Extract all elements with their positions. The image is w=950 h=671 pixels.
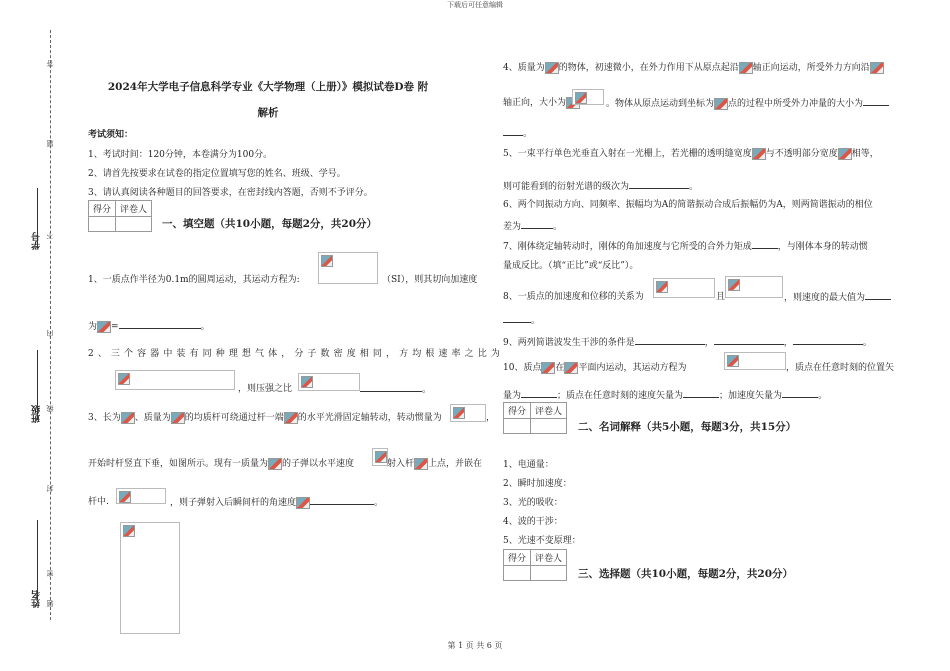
equation-image: [298, 373, 360, 391]
question-3-line3: 杆中.: [88, 497, 109, 507]
image-icon: [284, 412, 298, 424]
answer-blank[interactable]: [863, 95, 889, 106]
question-9: 9、两列简谐波发生干涉的条件是 ， ， 。: [503, 334, 872, 348]
question-8-text2: ，则速度的最大值为: [784, 289, 891, 303]
image-icon: [541, 362, 555, 374]
class-field[interactable]: [37, 350, 38, 420]
image-icon: [118, 373, 130, 385]
name-label: 姓名: [32, 590, 42, 608]
page-number: 第 1 页 共 6 页: [447, 641, 503, 650]
score-cell[interactable]: [504, 419, 531, 434]
image-icon: [728, 279, 740, 291]
score-table: 得分 评卷人: [503, 402, 567, 434]
question-3: 3、长为 、质量为 的均质杆可绕通过杆一端 的水平光滑固定轴转动，转动惯量为: [88, 413, 442, 423]
image-icon: [97, 321, 111, 333]
equation-image: [572, 89, 604, 105]
question-3-line2: 开始时杆竖直下垂，如图所示。现有一质量为 的子弹以水平速度: [88, 459, 355, 469]
answer-blank[interactable]: [310, 494, 374, 505]
question-2-answer: 。: [360, 381, 431, 395]
notice-item: 1、考试时间：120分钟，本卷满分为100分。: [88, 150, 273, 160]
equation-image: [450, 404, 486, 422]
notice-item: 3、请认真阅读各种题目的回答要求，在密封线内答题，否则不予评分。: [88, 188, 373, 198]
image-icon: [564, 362, 578, 374]
equation-image: [725, 276, 783, 298]
image-icon: [727, 355, 739, 367]
seal-char: 封: [46, 485, 54, 492]
equation-image: [318, 252, 378, 284]
seal-char: 密: [46, 570, 54, 577]
question-4-line2b: 。物体从原点运动到坐标为 点的过程中所受外力冲量的大小为: [606, 95, 889, 110]
section3-heading: 三、选择题（共10小题，每题2分，共20分）: [578, 568, 794, 580]
grader-cell[interactable]: [531, 566, 567, 581]
image-icon: [301, 376, 313, 388]
question-4: 4、质量为 的物体，初速微小，在外力作用下从原点起沿 轴正向运动，所受外力方向沿: [503, 60, 884, 74]
term-item: 3、光的吸收：: [503, 498, 563, 508]
image-icon: [575, 92, 587, 104]
question-2-text: ，则压强之比: [238, 384, 293, 394]
question-7-line2: 量成反比。（填“正比”或“反比”）。: [503, 261, 639, 271]
question-2: 2、三个容器中装有同种理想气体，分子数密度相同，方均根速率之比为: [88, 349, 504, 359]
image-icon: [656, 281, 668, 293]
image-icon: [375, 451, 387, 463]
question-6: 6、两个同振动方向、同频率、振幅均为A的简谐振动合成后振幅仍为A，则两简谐振动的相位: [503, 200, 873, 210]
seal-char: 答: [46, 60, 54, 67]
image-icon: [414, 458, 428, 470]
answer-blank[interactable]: [360, 381, 422, 392]
term-item: 2、瞬时加速度：: [503, 479, 572, 489]
answer-blank[interactable]: [714, 334, 784, 345]
question-3-line3b: ，则子弹射入后瞬间杆的角速度 。: [170, 494, 383, 509]
student-id-field[interactable]: [37, 188, 38, 248]
image-icon: [119, 491, 131, 503]
name-field[interactable]: [37, 520, 38, 600]
question-6-line2: 差为 。: [503, 218, 562, 232]
question-10-text: ，质点在任意时刻的位置矢: [786, 363, 895, 373]
student-id-label: 学号: [32, 232, 42, 250]
question-10: 10、质点 在 平面内运动，其运动方程为: [503, 363, 687, 373]
answer-blank[interactable]: [793, 334, 863, 345]
answer-blank[interactable]: [521, 218, 553, 229]
question-8-line2: 。: [503, 312, 540, 326]
image-icon: [739, 62, 753, 74]
image-icon: [123, 525, 135, 537]
seal-char: 不: [46, 232, 54, 239]
term-item: 4、波的干涉：: [503, 517, 563, 527]
question-1-answer: 为 = 。: [88, 318, 210, 333]
question-4-line2: 轴正向，大小为: [503, 95, 580, 109]
answer-blank[interactable]: [683, 387, 719, 398]
grader-cell[interactable]: [116, 217, 152, 232]
question-1-text: （SI），则其切向加速度: [382, 275, 478, 285]
score-table: 得分 评卷人: [503, 549, 567, 581]
equation-image: [724, 352, 786, 370]
equation-image: [372, 448, 388, 466]
question-5-line2: 则可能看到的衍射光谱的级次为 。: [503, 178, 698, 192]
image-icon: [870, 62, 884, 74]
term-item: 5、光速不变原理：: [503, 536, 581, 546]
answer-blank[interactable]: [752, 238, 778, 249]
question-8: 8、一质点的加速度和位移的关系为: [503, 292, 644, 302]
equation-image: [115, 370, 235, 390]
image-icon: [321, 255, 333, 267]
notice-heading: 考试须知：: [88, 130, 134, 140]
image-icon: [296, 497, 310, 509]
answer-blank[interactable]: [503, 312, 531, 323]
question-3-text: ，: [486, 413, 496, 423]
seal-char: 题: [46, 600, 54, 607]
answer-blank[interactable]: [119, 318, 201, 329]
score-table: 得分 评卷人: [88, 200, 152, 232]
score-cell[interactable]: [89, 217, 116, 232]
section2-heading: 二、名词解释（共5小题，每题3分，共15分）: [578, 421, 797, 433]
seal-char: 内: [46, 330, 54, 337]
question-10-line2: 量为 ；质点在任意时刻的速度矢量为 ；加速度矢量为 。: [503, 387, 827, 401]
image-icon: [171, 412, 185, 424]
notice-item: 2、请首先按要求在试卷的指定位置填写您的姓名、班级、学号。: [88, 169, 346, 179]
seal-char: 题: [46, 140, 54, 147]
question-3-line2b: 射入杆 上点，并嵌在: [387, 459, 483, 469]
class-label: 班级: [32, 405, 42, 423]
question-1: 1、一质点作半径为0.1m的圆周运动，其运动方程为:: [88, 275, 300, 285]
image-icon: [714, 98, 728, 110]
term-item: 1、电通量：: [503, 460, 554, 470]
page-title: 2024年大学电子信息科学专业《大学物理（上册）》模拟试卷D卷 附 解析: [107, 81, 429, 119]
answer-blank[interactable]: [635, 334, 705, 345]
seal-line: [50, 30, 51, 620]
header-note: 下载后可任意编辑: [447, 1, 503, 9]
image-icon: [838, 148, 852, 160]
answer-blank[interactable]: [503, 125, 523, 136]
answer-blank[interactable]: [629, 178, 689, 189]
score-cell[interactable]: [504, 566, 531, 581]
question-8-text: 且: [716, 292, 726, 302]
seal-char: 线: [46, 405, 54, 412]
equation-image: [653, 278, 715, 298]
image-icon: [268, 458, 282, 470]
question-4-line3: 。: [503, 125, 532, 139]
answer-blank[interactable]: [865, 289, 891, 300]
figure-image: [120, 522, 180, 634]
answer-blank[interactable]: [521, 387, 557, 398]
image-icon: [453, 407, 465, 419]
answer-blank[interactable]: [782, 387, 818, 398]
grader-cell[interactable]: [531, 419, 567, 434]
image-icon: [752, 148, 766, 160]
question-7: 7、刚体绕定轴转动时，刚体的角加速度与它所受的合外力矩成 ，与刚体本身的转动惯: [503, 238, 868, 252]
image-icon: [121, 412, 135, 424]
image-icon: [545, 62, 559, 74]
section1-heading: 一、填空题（共10小题，每题2分，共20分）: [162, 218, 378, 230]
equation-image: [116, 488, 166, 504]
question-5: 5、一束平行单色光垂直入射在一光栅上，若光栅的透明缝宽度 与不透明部分宽度 相等，: [503, 149, 879, 159]
